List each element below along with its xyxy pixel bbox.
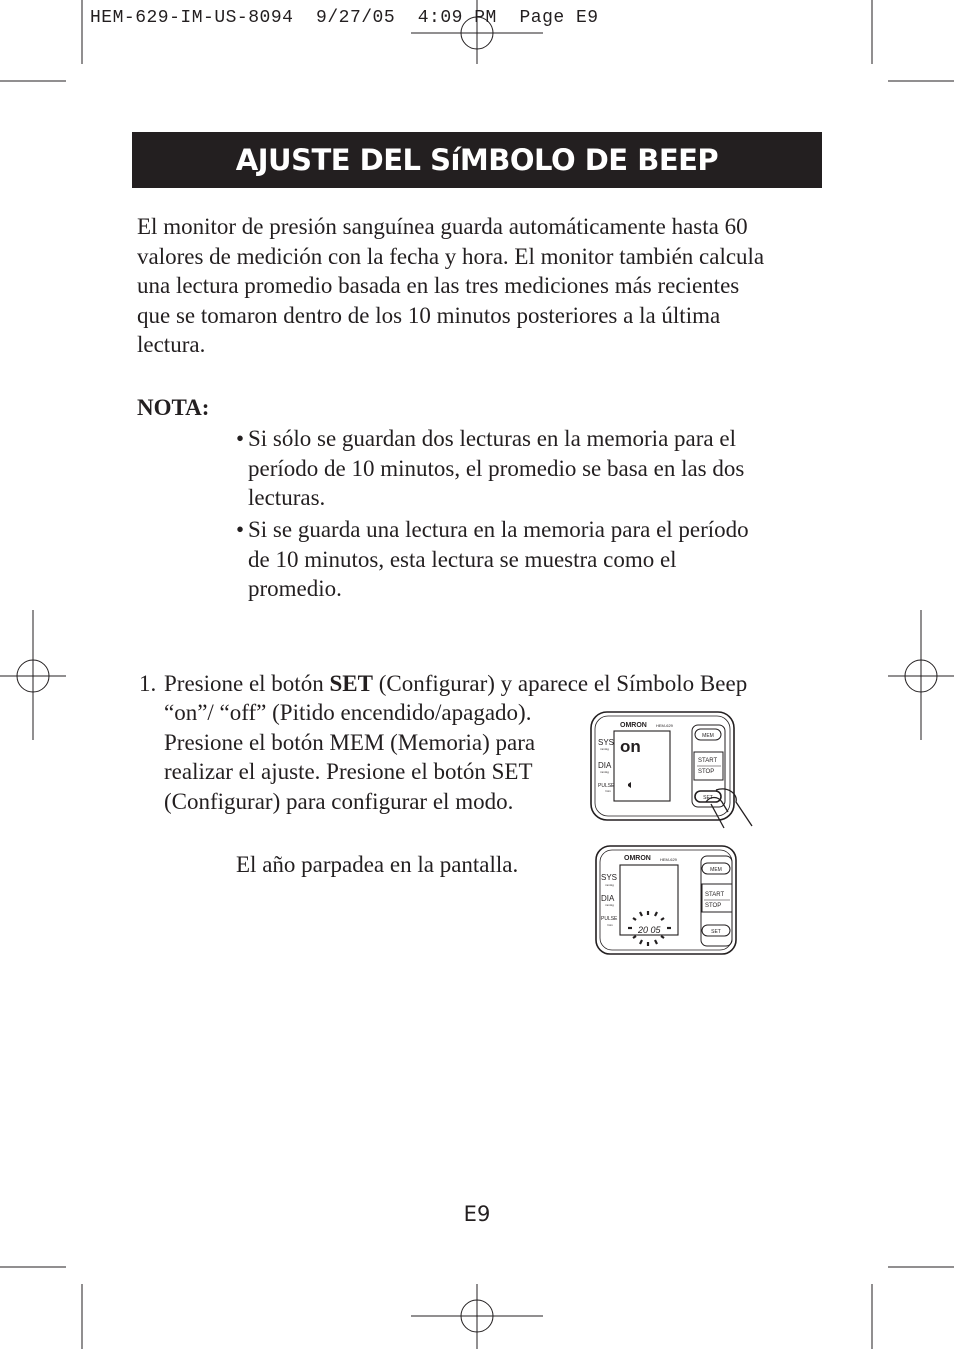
dia-unit: mmHg <box>600 770 609 774</box>
lcd-display-value: on <box>620 737 641 756</box>
dia-label: DIA <box>601 894 615 903</box>
bullet-line: de 10 minutos, esta lectura se muestra como el <box>248 546 677 572</box>
intro-paragraph <box>137 212 827 360</box>
pulse-unit: /min <box>605 789 611 793</box>
stop-button-label: STOP <box>705 903 722 909</box>
intro-line: lectura. <box>137 332 206 357</box>
page-number: E9 <box>463 1202 491 1226</box>
step-line: Presione el botón MEM (Memoria) para <box>164 729 536 755</box>
stop-button-label: STOP <box>698 769 715 775</box>
step-text: Presione el botón <box>164 671 330 696</box>
step-line: (Configurar) para configurar el modo. <box>164 788 514 814</box>
intro-line: una lectura promedio basada en las tres mediciones más recientes <box>137 273 740 298</box>
set-button-label: SET <box>711 929 721 935</box>
step-text: (Configurar) y aparece el Símbolo Beep <box>372 671 748 696</box>
mem-button-label: MEM <box>710 867 722 873</box>
model-label: HEM-629 <box>656 723 673 728</box>
step-instructions <box>164 698 574 816</box>
brand-logo: OMRON <box>624 855 651 862</box>
pulse-unit: /min <box>607 923 613 927</box>
print-slug: HEM-629-IM-US-8094 9/27/05 4:09 PM Page E9 <box>90 8 599 28</box>
sys-label: SYS <box>598 738 615 747</box>
pulse-label: PULSE <box>601 916 618 922</box>
bullet-line: Si sólo se guardan dos lecturas en la memoria para el <box>248 426 736 451</box>
bullet-marker: • <box>236 517 245 542</box>
sys-unit: mmHg <box>605 883 614 887</box>
model-label: HEM-629 <box>660 857 677 862</box>
intro-line: valores de medición con la fecha y hora. El monitor también calcula <box>137 243 765 269</box>
section-title: AJUSTE DEL SíMBOLO DE BEEP <box>235 143 719 177</box>
step-line: “on”/ “off” (Pitido encendido/apagado). <box>164 700 532 725</box>
bullet-text <box>248 424 806 513</box>
bullet-line: período de 10 minutos, el promedio se basa en las dos <box>248 455 745 481</box>
sys-unit: mmHg <box>600 747 609 751</box>
note-bullet <box>236 424 806 513</box>
brand-logo: OMRON <box>620 722 647 729</box>
monitor-illustration-year <box>594 844 740 963</box>
bullet-line: promedio. <box>248 576 342 601</box>
lcd-year-value: 20 05 <box>638 925 661 935</box>
bullet-line: lecturas. <box>248 485 326 510</box>
step-number: 1. <box>139 671 157 696</box>
step-line: realizar el ajuste. Presione el botón SET <box>164 759 533 784</box>
start-button-label: START <box>698 758 718 764</box>
intro-line: que se tomaron dentro de los 10 minutos posteriores a la última <box>137 302 721 328</box>
note-label: NOTA: <box>137 395 210 420</box>
mem-button-label: MEM <box>702 733 714 739</box>
year-blink-note: El año parpadea en la pantalla. <box>236 852 519 877</box>
pulse-label: PULSE <box>598 783 615 789</box>
set-keyword: SET <box>329 671 373 696</box>
speaker-icon <box>628 782 631 788</box>
start-button-label: START <box>705 892 725 898</box>
bullet-marker: • <box>236 426 245 451</box>
set-button-label: SET <box>703 795 713 801</box>
note-bullet <box>236 515 806 604</box>
bullet-text <box>248 515 806 604</box>
monitor-illustration-beep <box>588 710 758 837</box>
sys-label: SYS <box>601 873 618 882</box>
dia-label: DIA <box>598 761 612 770</box>
section-title-bar <box>132 132 822 188</box>
intro-line: El monitor de presión sanguínea guarda automáticamente hasta 60 <box>137 214 748 239</box>
bullet-line: Si se guarda una lectura en la memoria para el período <box>248 517 749 542</box>
step-first-line <box>164 669 824 699</box>
dia-unit: mmHg <box>605 903 614 907</box>
